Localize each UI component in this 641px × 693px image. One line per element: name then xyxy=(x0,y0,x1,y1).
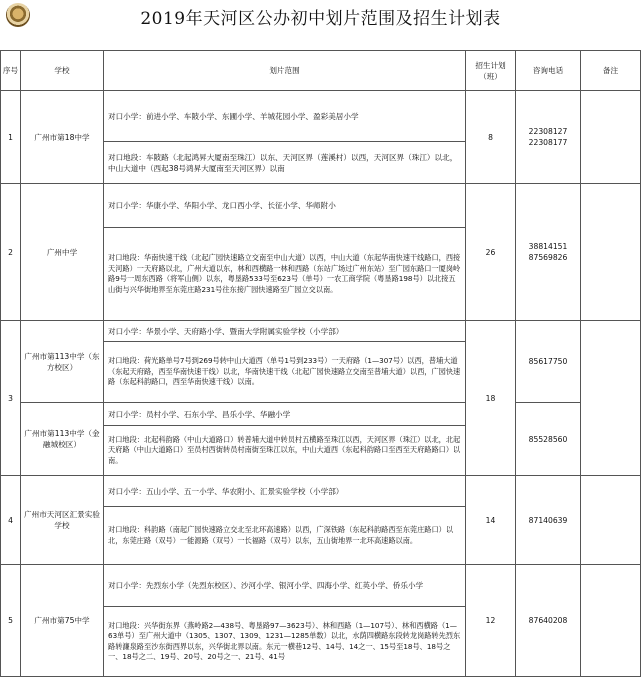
title-bar xyxy=(0,0,641,30)
row-phone: 38814151 87569826 xyxy=(516,184,581,321)
header-range: 划片范围 xyxy=(104,51,466,91)
row-primary-schools: 对口小学：前进小学、车陂小学、东圃小学、羊城花园小学、盈彩美居小学 xyxy=(104,91,466,142)
row-seq: 2 xyxy=(1,184,21,321)
row-school: 广州中学 xyxy=(21,184,104,321)
row-primary-schools: 对口小学：华康小学、华阳小学、龙口西小学、长征小学、华师附小 xyxy=(104,184,466,228)
row-school: 广州市第75中学 xyxy=(21,565,104,677)
row-note xyxy=(581,565,641,677)
row-primary-schools: 对口小学：华景小学、天府路小学、暨南大学附属实验学校（小学部） xyxy=(104,321,466,342)
table-header-row xyxy=(1,51,641,91)
row-plan: 26 xyxy=(466,184,516,321)
row-note xyxy=(581,476,641,565)
row-primary-schools: 对口小学：先烈东小学（先烈东校区）、沙河小学、银河小学、四海小学、红英小学、侨乐小学 xyxy=(104,565,466,607)
page-title: 2019年天河区公办初中划片范围及招生计划表 xyxy=(140,9,501,29)
row-plan: 18 xyxy=(466,321,516,476)
row-school: 广州市第113中学（东方校区） xyxy=(21,321,104,403)
header-school: 学校 xyxy=(21,51,104,91)
row-phone: 87140639 xyxy=(516,476,581,565)
row-area: 对口地段：北起科韵路（中山大道路口）转普埔大道中转员村五横路至珠江以西，天河区界（珠江）以北，北起天府路（中山大道路口）至员村西街转员村南街至珠江以东，中山大道西（东起科韵路口至西至天府路路口）以南。 xyxy=(104,426,466,476)
row-plan: 14 xyxy=(466,476,516,565)
row-area: 对口地段：车陂路（北起鸿昇大厦南至珠江）以东、天河区界（莲溪村）以西，天河区界（珠江）以北，中山大道中（西起38号鸿昇大厦南至天河区界）以南 xyxy=(104,142,466,184)
row-phone: 87640208 xyxy=(516,565,581,677)
table-row xyxy=(1,403,641,426)
table-row xyxy=(1,476,641,507)
row-note xyxy=(581,321,641,476)
row-primary-schools: 对口小学：五山小学、五一小学、华农附小、汇景实验学校（小学部） xyxy=(104,476,466,507)
row-area: 对口地段：荷光路单号7号到269号转中山大道西（单号1号到233号）一天府路（1—307号）以西，普埔大道（东起天府路，西至华南快速干线）以北，华南快速干线（北起广园快速路立交南至普埔大道）以西，广园快速路（东起科韵路口，西至华南快速干线）以南。 xyxy=(104,342,466,403)
row-phone: 85528560 xyxy=(516,403,581,476)
row-seq: 3 xyxy=(1,321,21,476)
header-plan: 招生计划（班） xyxy=(466,51,516,91)
row-phone: 22308127 22308177 xyxy=(516,91,581,184)
table-row xyxy=(1,184,641,228)
row-plan: 12 xyxy=(466,565,516,677)
row-plan: 8 xyxy=(466,91,516,184)
row-seq: 1 xyxy=(1,91,21,184)
row-school: 广州市第18中学 xyxy=(21,91,104,184)
row-area: 对口地段：兴华街东界（燕岭路2—438号、粤垦路97—3623号）、林和西路（1—107号）、林和西横路（1—63单号）至广州大道中（1305、1307、1309、1231—1285单数）以北，水荫四横路东段转龙岗路转先烈东路转濂泉路至沙东街西界以东，兴华街北界以南。东元一横巷12号、14号、14之一、15号至18号、18号之一、18号之二、19号、20号、20号之一、21号、41号 xyxy=(104,607,466,677)
table-row xyxy=(1,321,641,342)
row-area: 对口地段：科韵路（南起广园快速路立交北至北环高速路）以西，广深铁路（东起科韵路西至东莞庄路口）以北，东莞庄路（双号）一能源路（双号）一长福路（双号）以东，五山街地界一北环高速路以南。 xyxy=(104,507,466,565)
row-primary-schools: 对口小学：员村小学、石东小学、昌乐小学、华融小学 xyxy=(104,403,466,426)
header-phone: 咨询电话 xyxy=(516,51,581,91)
row-note xyxy=(581,91,641,184)
row-seq: 4 xyxy=(1,476,21,565)
table-row xyxy=(1,91,641,142)
row-seq: 5 xyxy=(1,565,21,677)
row-school: 广州市天河区汇景实验学校 xyxy=(21,476,104,565)
row-school: 广州市第113中学（金融城校区） xyxy=(21,403,104,476)
header-note: 备注 xyxy=(581,51,641,91)
table-row xyxy=(1,565,641,607)
row-note xyxy=(581,184,641,321)
enrollment-table xyxy=(0,50,641,677)
row-area: 对口地段：华南快速干线（北起广园快速路立交南至中山大道）以西，中山大道（东起华南快速干线路口，西接天河路）一天府路以北，广州大道以东，林和西横路一林和西路（东站广场过广州东站）至广园东路口一厦岗岭路9号一周东西路（将军山侧）以东，粤垦路533号至623号（单号）一农工商学院（粤垦路198号）以北接五山街与兴华街地界至东莞庄路231号往东接广园快速路至广园立交以南。 xyxy=(104,228,466,321)
header-seq: 序号 xyxy=(1,51,21,91)
row-phone: 85617750 xyxy=(516,321,581,403)
